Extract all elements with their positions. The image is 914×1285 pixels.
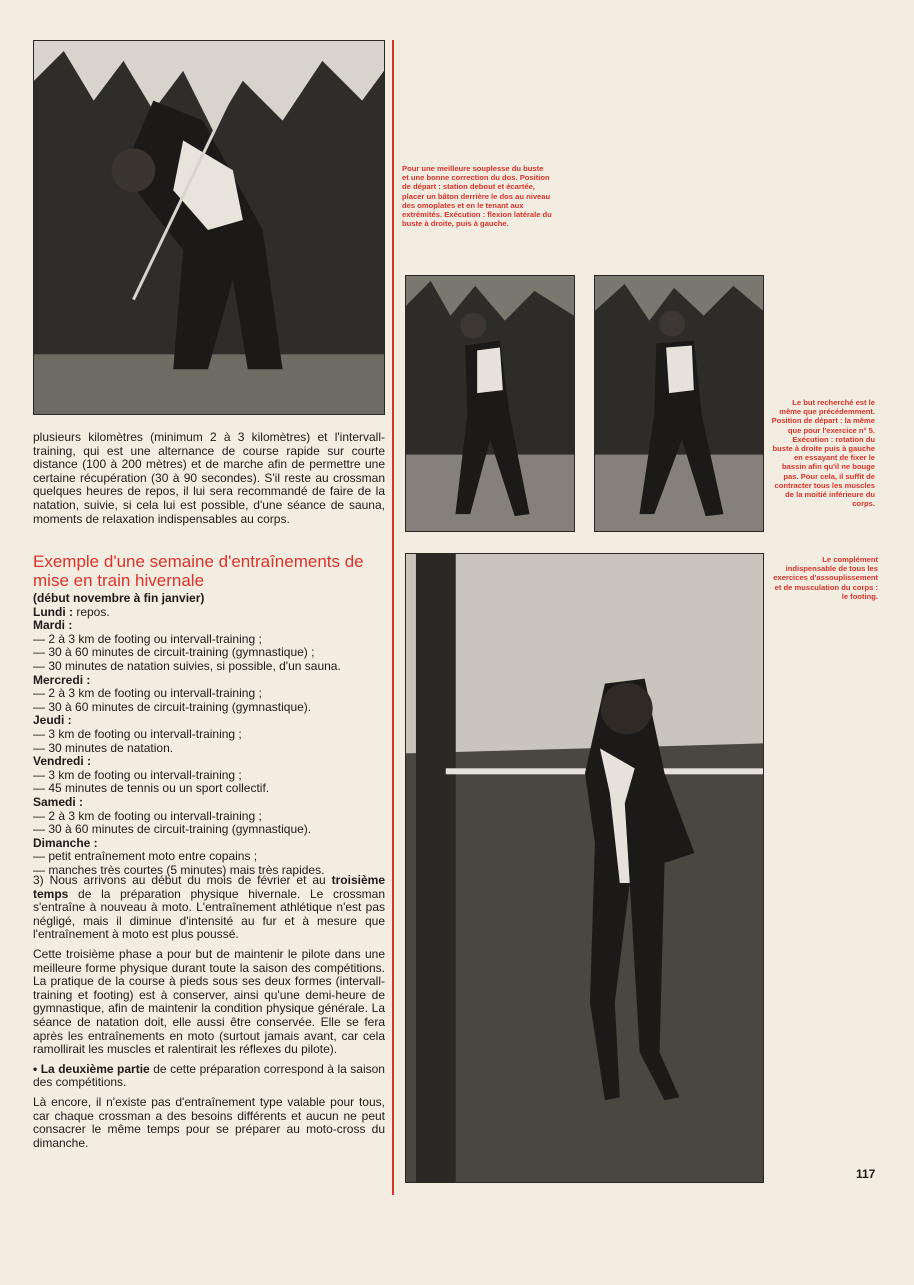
section-heading: Exemple d'une semaine d'entraînements de mise en train hivernale bbox=[33, 552, 364, 590]
day-label: Vendredi : bbox=[33, 754, 92, 769]
para-rest: de cette préparation correspond à la saison des compétitions. bbox=[33, 1061, 385, 1090]
schedule-item: — 30 à 60 minutes de circuit-training (gymnastique). bbox=[33, 822, 312, 837]
day-label: Samedi : bbox=[33, 794, 84, 809]
day-label: Mercredi : bbox=[33, 672, 91, 687]
schedule-item: — 45 minutes de tennis ou un sport collectif. bbox=[33, 781, 270, 796]
schedule-item: — petit entraînement moto entre copains ; bbox=[33, 849, 258, 864]
caption-footing: Le complément indispensable de tous les exercices d'assouplissement et de musculation du corps : le footing. bbox=[773, 555, 878, 601]
column-divider bbox=[392, 40, 394, 1195]
closing-text bbox=[33, 874, 385, 1156]
photo-rotation-left bbox=[405, 275, 575, 532]
day-label: Lundi : bbox=[33, 604, 73, 619]
intro-paragraph: plusieurs kilomètres (minimum 2 à 3 kilomètres) et l'intervall-training, qui est une alternance de course rapide sur courte distance (100 à 200 mètres) et de marche afin de permettre une certaine récupération (30 à 90 secondes). S'il reste au crossman quelques heures de repos, il lui sera recommandé de faire de la natation, suivie, si cela lui est possible, d'une séance de sauna, moments de relaxation indispensables au corps. bbox=[33, 430, 385, 526]
para-bold: La deuxième partie bbox=[40, 1061, 150, 1076]
caption-exercise-flexion: Pour une meilleure souplesse du buste et une bonne correction du dos. Position de départ : station debout et écartée, placer un bâton derrière le dos au niveau des omoplates et en le tenant aux extrémités. Exécution : flexion latérale du buste à droite, puis à gauche. bbox=[402, 164, 552, 229]
schedule-item: — 2 à 3 km de footing ou intervall-training ; bbox=[33, 686, 262, 701]
schedule-item: — 30 à 60 minutes de circuit-training (gymnastique). bbox=[33, 699, 312, 714]
schedule-item: — 30 minutes de natation suivies, si possible, d'un sauna. bbox=[33, 658, 341, 673]
weekly-schedule bbox=[33, 592, 385, 877]
schedule-item: — 2 à 3 km de footing ou intervall-training ; bbox=[33, 631, 262, 646]
para-bold: troisième temps bbox=[33, 873, 385, 901]
bullet-icon: • bbox=[33, 1061, 38, 1076]
para-lead: 3) Nous arrivons au début du mois de février et au bbox=[33, 873, 332, 887]
schedule-item: — 3 km de footing ou intervall-training ; bbox=[33, 767, 242, 782]
day-label: Dimanche : bbox=[33, 835, 98, 850]
schedule-period: (début novembre à fin janvier) bbox=[33, 591, 205, 605]
schedule-item: — 2 à 3 km de footing ou intervall-training ; bbox=[33, 808, 262, 823]
day-label: Mardi : bbox=[33, 618, 73, 633]
paragraph-phase-goal: Cette troisième phase a pour but de maintenir le pilote dans une meilleure forme physique durant toute la saison des compétitions. La pratique de la course à pieds sous ses deux formes (intervall-training et footing) est à conserver, ainsi qu'une demi-heure de gymnastique, afin de maintenir la condition physique générale. La séance de natation doit, elle aussi être conservée. Elle se fera après les entraînements en moto (surtout jamais avant, car cela ramollirait les muscles et ralentirait les réflexes du pilote). bbox=[33, 946, 385, 1057]
photo-rotation-right bbox=[594, 275, 764, 532]
paragraph-third-phase bbox=[33, 874, 385, 942]
day-text: repos. bbox=[76, 604, 110, 619]
photo-footing bbox=[405, 553, 764, 1183]
schedule-item: — 3 km de footing ou intervall-training ; bbox=[33, 726, 242, 741]
schedule-item: — 30 à 60 minutes de circuit-training (gymnastique) ; bbox=[33, 645, 315, 660]
para-rest: de la préparation physique hivernale. Le crossman s'entraîne à nouveau à moto. L'entraînement athlétique n'est pas négligé, mais il diminue d'intensité au fur et à mesure que l'entraînement à moto est plus poussé. bbox=[33, 886, 385, 942]
schedule-item: — 30 minutes de natation. bbox=[33, 740, 174, 755]
schedule-item: — manches très courtes (5 minutes) mais très rapides. bbox=[33, 862, 325, 877]
schedule-monday bbox=[33, 606, 385, 620]
photo-lateral-flexion bbox=[33, 40, 385, 415]
paragraph-no-standard: Là encore, il n'existe pas d'entraînement type valable pour tous, car chaque crossman a des besoins différents et aucun ne peut consacrer le même temps pour se préparer au moto-cross du dimanche. bbox=[33, 1094, 385, 1150]
paragraph-second-part bbox=[33, 1063, 385, 1090]
page-number: 117 bbox=[856, 1167, 876, 1181]
day-label: Jeudi : bbox=[33, 713, 72, 728]
caption-exercise-rotation: Le but recherché est le même que précédemment. Position de départ : la même que pour l'exercice n° 5. Exécution : rotation du buste à droite puis à gauche en essayant de fixer le bassin afin qu'il ne bouge pas. Pour cela, il suffit de contracter tous les muscles de la moitié inférieure du corps. bbox=[771, 398, 875, 509]
